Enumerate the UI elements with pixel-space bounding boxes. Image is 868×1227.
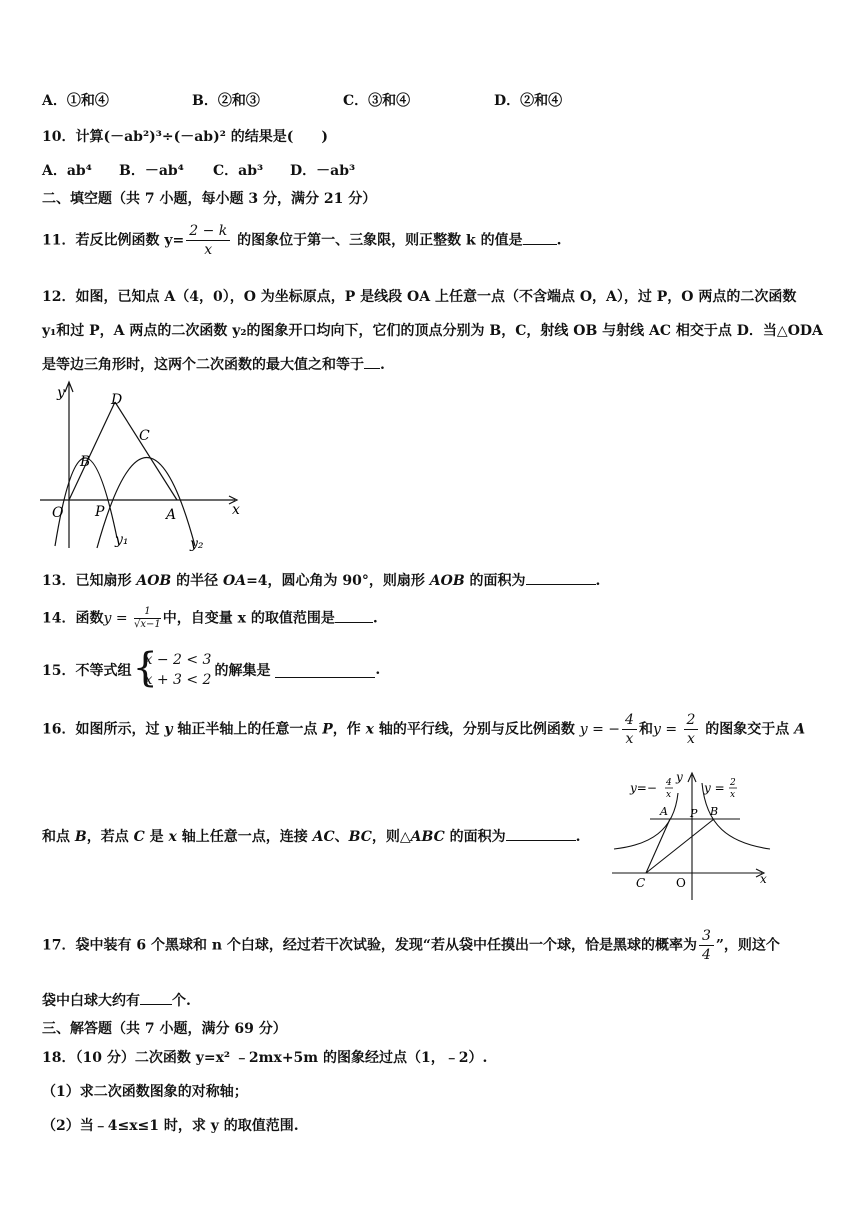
q12-line3-text: 是等边三角形时，这两个二次函数的最大值之和等于 [42,357,364,373]
q18-part2: （2）当﹣4≤x≤1 时，求 y 的取值范围. [42,1118,299,1134]
q13-post: 的面积为 [464,573,526,589]
q14-post: 中，自变量 x 的取值范围是 [162,610,335,627]
q16-segment-cb [646,819,714,873]
q11-den: x [204,242,213,258]
q17-post: ”，则这个 [715,937,780,954]
q16-f1: y = − [579,721,621,738]
q16-line2-pre: 和点 [42,829,75,845]
q12-figure [35,378,250,556]
q12-line3-end: . [380,357,385,373]
q16-line2-mid2: 是 [144,829,169,845]
q12-curve-y1 [55,458,117,546]
q16-f2-num: 2 [684,711,699,730]
q16-f2-den: x [687,731,695,747]
q12-line3 [42,354,385,374]
q14-den: √x−1 [134,619,161,630]
q16-p: P [322,721,333,738]
q16-fig-right-label: y = [704,781,725,795]
q12-label-y2: y₂ [190,536,204,552]
q16-f1-num: 4 [622,711,637,730]
q16-mid3: 轴的平行线，分别与反比例函数 [374,721,580,738]
q11-post: 的图象位于第一、三象限，则正整数 k 的值是 [232,232,523,249]
q12-label-y: y [57,385,65,401]
q16-f2: y = [652,721,682,738]
q16-line1 [42,711,805,748]
q16-fig-y: y [676,770,683,784]
q12-label-d: D [111,392,123,408]
q16-segment-ca [646,819,670,873]
q10-option-d: D．－ab³ [290,163,356,179]
q9-option-d: D．②和④ [494,93,563,109]
q13-answer-blank[interactable] [526,570,596,585]
section-2-title: 二、填空题（共 7 小题，每小题 3 分，满分 21 分） [42,191,377,207]
q16-fig-c: C [636,876,646,890]
q18-line1: 18．（10 分）二次函数 y=x² ﹣2mx+5m 的图象经过点（1，﹣2）. [42,1050,488,1066]
q16-x2: x [168,829,177,845]
q14-end: . [372,610,378,627]
q16-b: B [74,829,87,845]
q17-answer-blank[interactable] [140,990,172,1005]
q16-post: 的图象交于点 [700,721,795,738]
q17-line2 [42,990,191,1010]
q10-text: 10．计算(－ab²)³÷(－ab)² 的结果是( ) [42,129,328,145]
q17-fraction [699,927,714,964]
q16-pre: 16．如图所示，过 [42,721,165,738]
q15-row2: x + 3 < 2 [144,672,212,688]
q16-line2-mid3: 轴上任意一点，连接 [176,829,313,845]
q16-f1-fraction [622,711,637,748]
q16-y: y [164,721,173,738]
q14 [42,606,378,631]
q12-segment-da [115,402,177,500]
q14-answer-blank[interactable] [335,608,373,623]
q16-fig-p: P [690,807,698,820]
q16-fig-o: O [676,876,686,890]
q16-answer-blank[interactable] [506,826,576,841]
q16-x: x [365,721,375,738]
q17-pre: 17．袋中装有 6 个黑球和 n 个白球，经过若干次试验，发现“若从袋中任摸出一个球，恰是黑球的概率为 [42,937,697,954]
q18-part1: （1）求二次函数图象的对称轴； [42,1084,248,1100]
q16-line2-post: 的面积为 [444,829,506,845]
q16-line2-mid4: ，则△ [371,829,411,845]
q12-answer-blank[interactable] [364,354,380,369]
q11-num: 2 − k [186,222,230,241]
q17-line1 [42,927,780,964]
q11 [42,222,561,259]
q16-figure [610,765,780,905]
q17-line2-text: 袋中白球大约有 [42,993,140,1009]
q16-fig-a: A [660,805,668,818]
q12-line2: y₁和过 P，A 两点的二次函数 y₂的图象开口均向下，它们的顶点分别为 B，C，射线 OB 与射线 AC 相交于点 D．当△ODA [42,323,823,339]
q14-pre: 14．函数 [42,610,104,627]
q13-oa: OA [223,573,247,589]
q16-ac: AC [312,829,335,845]
q16-curve-left [614,793,678,849]
q16-abc: ABC [410,829,445,845]
q16-f1-den: x [625,731,634,747]
q16-bc: BC [348,829,372,845]
q12-label-o: O [52,505,64,521]
q15-pre: 15．不等式组 [42,663,132,679]
q16-end: . [575,829,581,845]
q13-aob: AOB [136,573,172,589]
q15-end: . [375,662,381,678]
q16-line2-mid1: ，若点 [86,829,134,845]
q12-curve-y2 [97,457,195,548]
q13-mid1: 的半径 [171,573,223,589]
q17-num: 3 [699,927,714,946]
q14-expr: y = [103,610,133,627]
q9-option-a: A．①和④ [42,93,109,109]
q13-pre: 13．已知扇形 [42,573,137,589]
q17-line2-end: 个. [172,993,191,1009]
q15 [42,650,380,690]
q16-fig-b: B [710,805,719,818]
q11-answer-blank[interactable] [523,230,557,245]
q16-sep: 、 [334,829,349,845]
q12-label-b: B [80,454,91,470]
q16-a: A [794,721,806,738]
q17-den: 4 [701,947,711,963]
q14-fraction [134,606,161,631]
q16-c: C [133,829,145,845]
q15-row1: { x − 2 < 3 [144,652,212,668]
q16-f2-fraction [684,711,699,748]
q16-line2 [42,826,581,846]
q10-option-a: A．ab⁴ [42,163,92,179]
q10-option-c: C．ab³ [213,163,264,179]
q10-option-b: B．－ab⁴ [119,163,184,179]
q12-segment-od [69,402,115,500]
q9-option-c: C．③和④ [343,93,411,109]
section-3-title: 三、解答题（共 7 小题，满分 69 分） [42,1021,287,1037]
q11-end: . [556,232,562,249]
q13 [42,570,600,590]
q16-fig-left-den: x [666,790,672,800]
q12-label-y1: y₁ [115,532,129,548]
q14-num: 1 [134,606,161,619]
q16-fig-right-num: 2 [730,778,736,788]
q16-fig-left-num: 4 [666,778,672,788]
q16-fig-right-den: x [730,790,736,800]
q12-label-x: x [232,502,240,518]
q16-mid1: 轴正半轴上的任意一点 [172,721,323,738]
q12-label-a: A [166,507,177,523]
q12-line1: 12．如图，已知点 A（4，0），O 为坐标原点，P 是线段 OA 上任意一点（不含端点 O，A），过 P，O 两点的二次函数 [42,289,797,305]
q11-fraction [186,222,230,259]
q15-post: 的解集是 [214,663,276,679]
q13-end: . [595,573,601,589]
q13-aob2: AOB [429,573,465,589]
q15-inequality-system [134,650,211,690]
q12-label-p: P [95,504,105,520]
q16-fig-x: x [760,872,767,886]
q13-mid2: =4，圆心角为 90°，则扇形 [246,573,430,589]
q16-he: 和 [638,721,653,738]
q9-option-b: B．②和③ [192,93,260,109]
q16-mid2: ，作 [332,721,366,738]
q11-pre: 11．若反比例函数 y= [42,232,185,249]
q15-answer-blank[interactable] [275,663,375,678]
q12-label-c: C [139,428,150,444]
q16-fig-left-label: y=− [630,781,657,795]
